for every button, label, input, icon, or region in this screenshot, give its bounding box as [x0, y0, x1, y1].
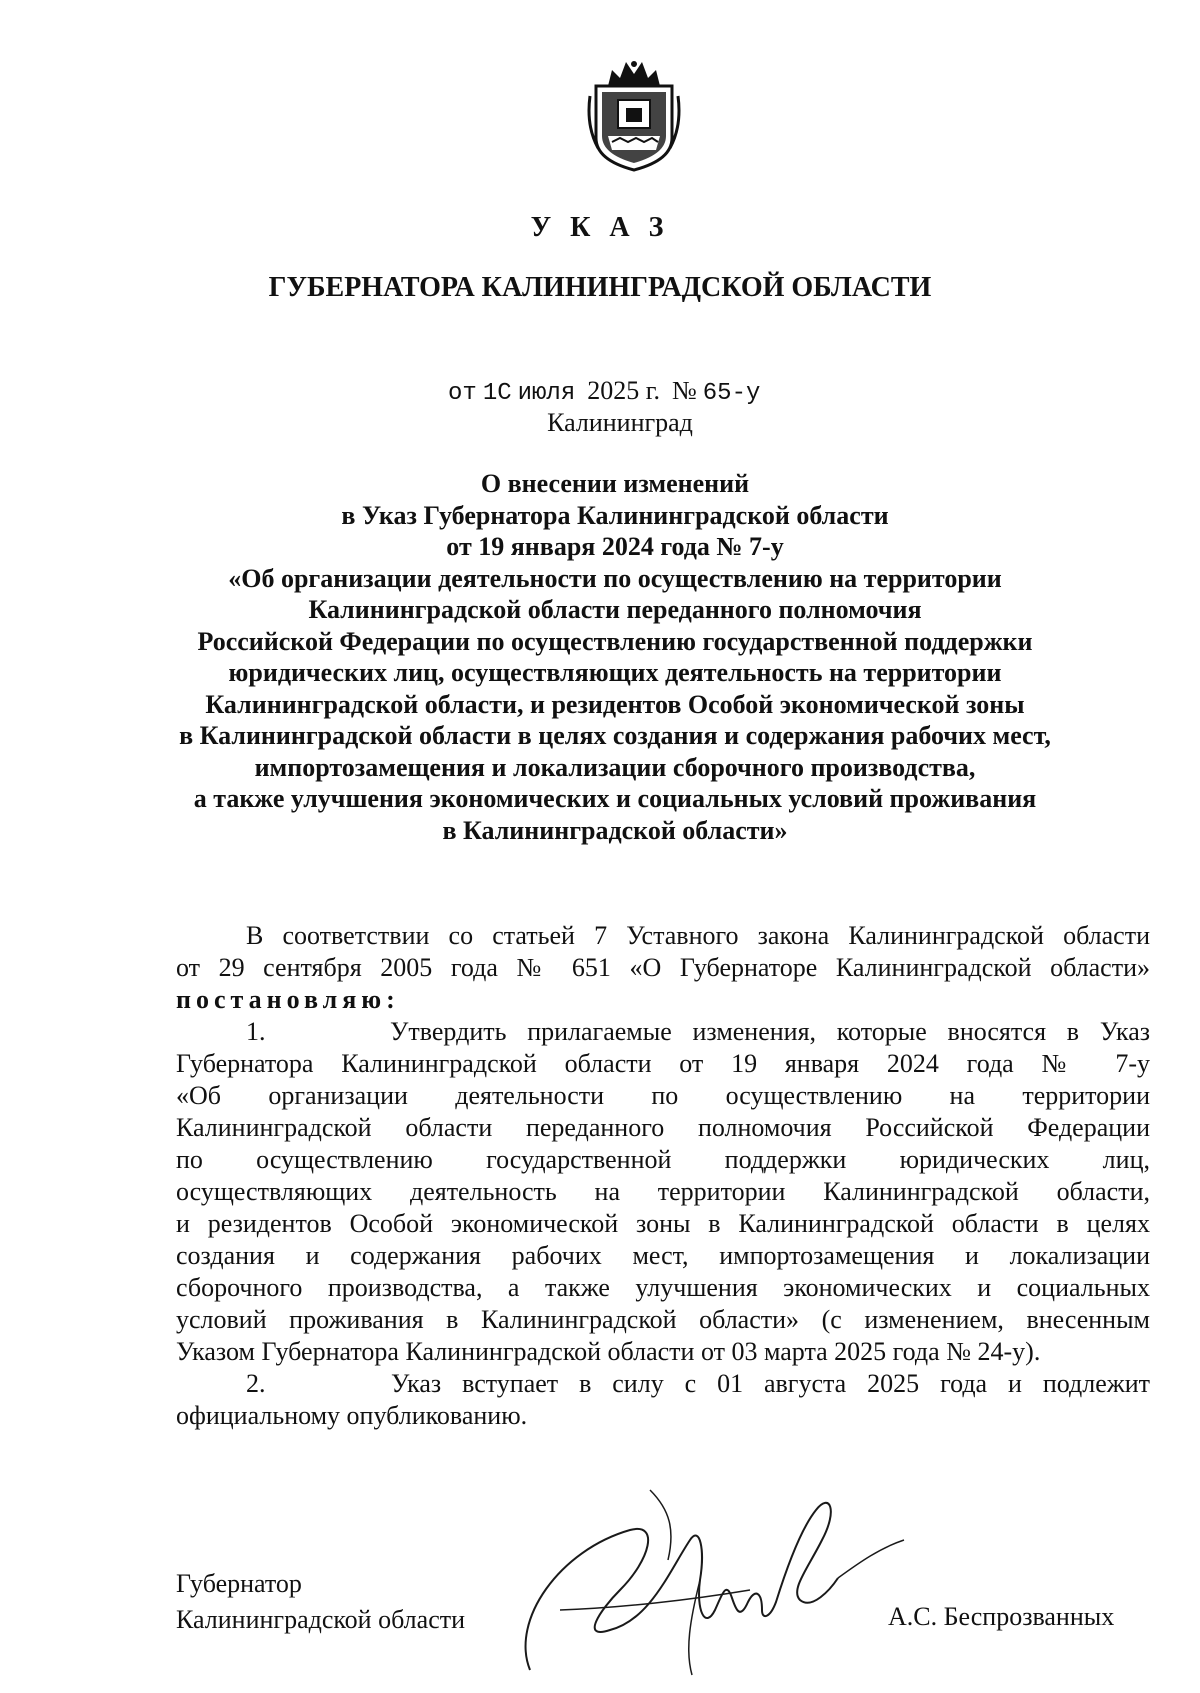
heading-line: от 19 января 2024 года № 7-у: [446, 532, 784, 561]
heading-line: а также улучшения экономических и социальных условий проживания: [193, 784, 1037, 813]
city: Калининград: [547, 408, 693, 437]
heading-line: импортозамещения и локализации сборочного производства,: [254, 752, 976, 782]
item-1-line: Губернатора Калининградской области от 19 января 2024 года № 7-у: [176, 1049, 1150, 1078]
signer-title-line: Губернатор: [176, 1569, 302, 1598]
date-prefix: от: [448, 380, 477, 407]
date-year: 2025 г.: [587, 376, 660, 405]
item-1-line: осуществляющих деятельность на территории Калининградской области,: [176, 1177, 1150, 1206]
heading-line: «Об организации деятельности по осуществлению на территории: [228, 563, 1002, 593]
signer-name: А.С. Беспрозванных: [888, 1602, 1115, 1631]
item-text: Утвердить прилагаемые изменения, которые вносятся в Указ: [390, 1017, 1151, 1046]
item-1-line: и резидентов Особой экономической зоны в Калининградской области в целях: [176, 1209, 1150, 1238]
document-type-title: У К А З: [530, 212, 670, 243]
number-sign: №: [671, 376, 697, 405]
preamble-line: от 29 сентября 2005 года № 651 «О Губернаторе Калининградской области»: [176, 953, 1150, 982]
heading-line: Калининградской области переданного полномочия: [308, 595, 922, 624]
decree-heading: [150, 468, 1080, 846]
decree-number: 65-у: [702, 380, 761, 407]
preamble-line: В соответствии со статьей 7 Уставного закона Калининградской области: [246, 921, 1150, 950]
item-number: 2.: [246, 1369, 266, 1398]
item-number: 1.: [246, 1017, 266, 1046]
signer-title-line: Калининградской области: [176, 1605, 466, 1634]
date-month: июля: [517, 380, 576, 407]
heading-line: Российской Федерации по осуществлению государственной поддержки: [197, 626, 1033, 656]
item-1-line: создания и содержания рабочих мест, импортозамещения и локализации: [176, 1241, 1150, 1270]
item-text: Указ вступает в силу с 01 августа 2025 года и подлежит: [391, 1369, 1151, 1398]
date-day: 1С: [482, 380, 512, 407]
decree-word: постановляю:: [176, 985, 400, 1014]
heading-line: в Калининградской области»: [442, 815, 788, 845]
coat-of-arms-icon: [586, 56, 682, 172]
date-number-line: [448, 376, 760, 410]
item-1-line: условий проживания в Калининградской области» (с изменением, внесенным: [176, 1305, 1150, 1334]
heading-line: в Указ Губернатора Калининградской области: [341, 500, 889, 530]
item-2-last-line: официальному опубликованию.: [176, 1401, 528, 1430]
heading-line: юридических лиц, осуществляющих деятельность на территории: [228, 658, 1002, 687]
item-1-line: Калининградской области переданного полномочия Российской Федерации: [176, 1113, 1150, 1142]
issuer-title: ГУБЕРНАТОРА КАЛИНИНГРАДСКОЙ ОБЛАСТИ: [268, 272, 932, 303]
item-1-last-line: Указом Губернатора Калининградской области от 03 марта 2025 года № 24-у).: [176, 1337, 1041, 1366]
item-1-line: «Об организации деятельности по осуществлению на территории: [176, 1081, 1150, 1110]
heading-line: Калининградской области, и резидентов Особой экономической зоны: [205, 689, 1025, 719]
signer-title: [176, 1566, 465, 1638]
item-2-first-line: [176, 1368, 1150, 1400]
decree-body: [176, 920, 1150, 1432]
heading-line: О внесении изменений: [480, 469, 750, 498]
item-1-first-line: [176, 1016, 1150, 1048]
heading-line: в Калининградской области в целях создания и содержания рабочих мест,: [179, 721, 1051, 750]
handwritten-signature: [500, 1470, 940, 1690]
item-1-line: по осуществлению государственной поддержки юридических лиц,: [176, 1145, 1150, 1174]
item-1-line: сборочного производства, а также улучшения экономических и социальных: [176, 1273, 1150, 1302]
